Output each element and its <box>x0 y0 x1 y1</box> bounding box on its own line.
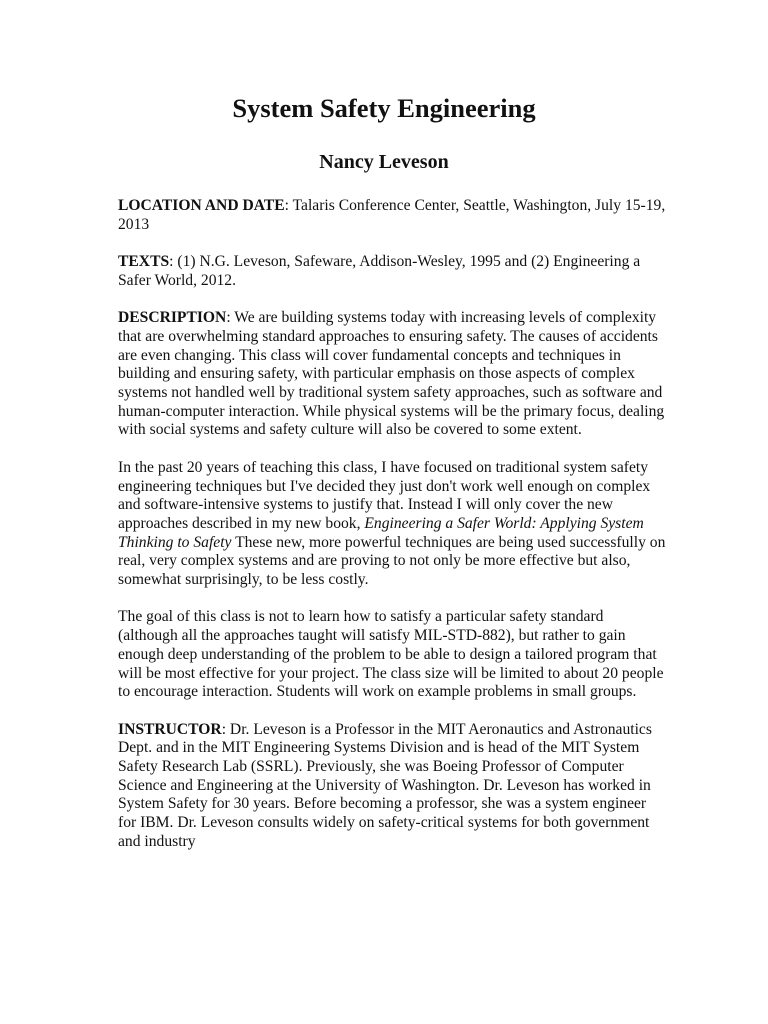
location-text: : Talaris Conference Center, Seattle, Washington, July 15-19, 2013 <box>118 197 666 233</box>
document-title: System Safety Engineering <box>232 93 536 123</box>
description-label: DESCRIPTION <box>118 309 227 327</box>
description-text: : We are building systems today with increasing levels of complexity that are overwhelming standard approaches to ensuring safety. The causes of accidents are even changing. This class will cover fundamental concepts and techniques in building and ensuring safety, with particular emphasis on those aspects of complex systems not handled well by traditional system safety approaches, such as software and human-computer interaction. While physical systems will be the primary focus, dealing with social systems and safety culture will also be covered to some extent. <box>118 309 665 439</box>
description-paragraph <box>118 309 666 440</box>
texts-text: : (1) N.G. Leveson, Safeware, Addison-Wesley, 1995 and (2) Engineering a Safer World, 2012. <box>118 253 641 289</box>
texts-label: TEXTS <box>118 253 170 271</box>
texts-paragraph <box>118 253 666 290</box>
goal-paragraph: The goal of this class is not to learn how to satisfy a particular safety standard (although all the approaches taught will satisfy MIL-STD-882), but rather to gain enough deep understanding of the problem to be able to design a tailored program that will be most effective for your project. The class size will be limited to about 20 people to encourage interaction. Students will work on example problems in small groups. <box>118 608 664 701</box>
document-body <box>118 197 666 870</box>
location-paragraph <box>118 197 666 234</box>
instructor-label: INSTRUCTOR <box>118 720 222 738</box>
instructor-text: : Dr. Leveson is a Professor in the MIT Aeronautics and Astronautics Dept. and in the MIT Engineering Systems Division and is head of the MIT System Safety Research Lab (SSRL). Previously, she was Boeing Professor of Computer Science and Engineering at the University of Washington. Dr. Leveson has worked in System Safety for 30 years. Before becoming a professor, she was a system engineer for IBM. Dr. Leveson consults widely on safety-critical systems for both government and industry <box>118 720 652 850</box>
document-author: Nancy Leveson <box>319 151 449 173</box>
teaching-text-after: These new, more powerful techniques are being used successfully on real, very complex systems and are proving to not only be more effective but also, somewhat surprisingly, to be less costly. <box>118 533 666 589</box>
book-title: Engineering a Safer World: Applying System Thinking to Safety <box>118 514 644 551</box>
location-label: LOCATION AND DATE <box>118 197 285 214</box>
instructor-paragraph <box>118 721 666 852</box>
teaching-text-before: In the past 20 years of teaching this class, I have focused on traditional system safety engineering techniques but I've decided they just don't work well enough on complex and software-intensive systems to justify that. Instead I will only cover the new approaches described in my new book, <box>118 458 651 532</box>
teaching-paragraph <box>118 459 666 590</box>
